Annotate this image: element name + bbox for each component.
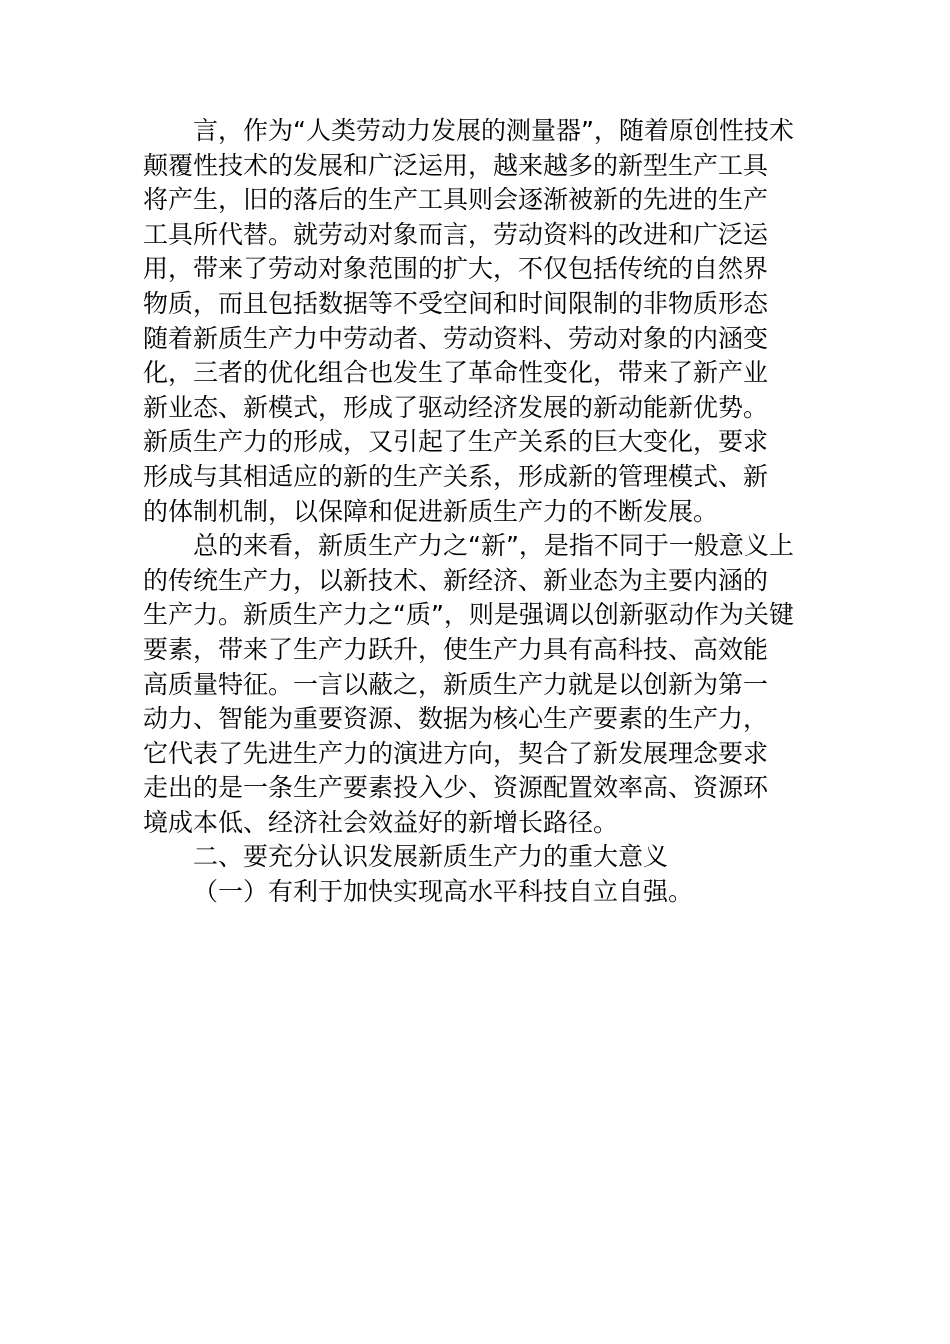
paragraph-1-line-9: 新业态、新模式，形成了驱动经济发展的新动能新优势。 xyxy=(143,392,769,422)
section-heading: 二、要充分认识发展新质生产力的重大意义 xyxy=(193,842,669,872)
document-body xyxy=(143,114,809,910)
paragraph-1-line-8: 化，三者的优化组合也发生了革命性变化，带来了新产业 xyxy=(143,358,769,388)
paragraph-2-line-1: 总的来看，新质生产力之“新”，是指不同于一般意义上 xyxy=(193,531,794,561)
paragraph-1-line-1: 言，作为“人类劳动力发展的测量器”，随着原创性技术 xyxy=(193,116,794,145)
paragraph-1-line-11: 形成与其相适应的新的生产关系，形成新的管理模式、新 xyxy=(143,461,769,491)
paragraph-2-line-2: 的传统生产力，以新技术、新经济、新业态为主要内涵的 xyxy=(143,565,769,595)
paragraph-1-line-2: 颠覆性技术的发展和广泛运用，越来越多的新型生产工具 xyxy=(143,150,769,180)
paragraph-2-line-9: 境成本低、经济社会效益好的新增长路径。 xyxy=(143,807,619,837)
subsection-heading: （一）有利于加快实现高水平科技自立自强。 xyxy=(193,877,694,907)
paragraph-1-line-10: 新质生产力的形成，又引起了生产关系的巨大变化，要求 xyxy=(143,427,769,457)
paragraph-1-line-6: 物质，而且包括数据等不受空间和时间限制的非物质形态 xyxy=(143,288,769,318)
paragraph-2-line-6: 动力、智能为重要资源、数据为核心生产要素的生产力， xyxy=(143,704,769,734)
paragraph-1-line-7: 随着新质生产力中劳动者、劳动资料、劳动对象的内涵变 xyxy=(143,323,769,353)
paragraph-1-line-4: 工具所代替。就劳动对象而言，劳动资料的改进和广泛运 xyxy=(143,219,769,249)
paragraph-2-line-8: 走出的是一条生产要素投入少、资源配置效率高、资源环 xyxy=(143,773,769,803)
paragraph-2-line-5: 高质量特征。一言以蔽之，新质生产力就是以创新为第一 xyxy=(143,669,769,699)
paragraph-2-line-7: 它代表了先进生产力的演进方向，契合了新发展理念要求 xyxy=(143,738,769,768)
paragraph-1-line-3: 将产生，旧的落后的生产工具则会逐渐被新的先进的生产 xyxy=(143,185,769,215)
paragraph-1-line-5: 用，带来了劳动对象范围的扩大，不仅包括传统的自然界 xyxy=(143,254,769,284)
paragraph-2-line-3: 生产力。新质生产力之“质”，则是强调以创新驱动作为关键 xyxy=(143,600,794,630)
paragraph-1-line-12: 的体制机制，以保障和促进新质生产力的不断发展。 xyxy=(143,496,719,526)
paragraph-2-line-4: 要素，带来了生产力跃升，使生产力具有高科技、高效能 xyxy=(143,634,769,664)
